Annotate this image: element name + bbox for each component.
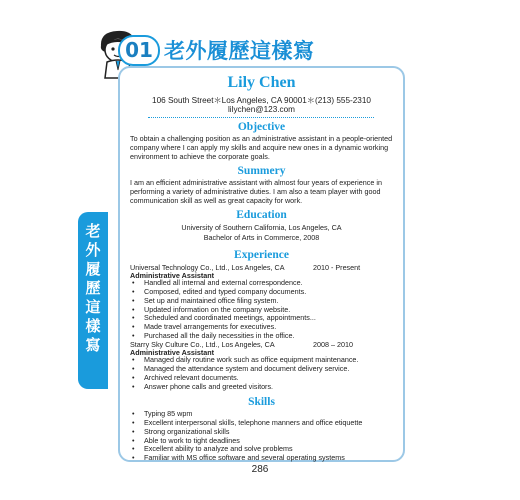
job-dates: 2008 – 2010 (313, 340, 353, 349)
side-tab-char: 樣 (85, 317, 101, 335)
list-item: • Set up and maintained office filing system. (130, 297, 396, 306)
list-item: • Answer phone calls and greeted visitors. (130, 383, 396, 392)
list-item: • Composed, edited and typed company documents. (130, 288, 396, 297)
education-school: University of Southern California, Los Angeles, CA (181, 223, 342, 232)
contact-address: 106 South Street＊Los Angeles, CA 90001＊(213) 555-2310 (152, 96, 371, 105)
list-item: • Typing 85 wpm (130, 410, 396, 419)
job-duties-list (130, 356, 396, 391)
objective-text: To obtain a challenging position as an administrative assistant in a people-oriented company where I can apply my skills and acquire new ones in a dynamic working environment to achieve the corporate goals. (130, 134, 393, 161)
side-chapter-tab (78, 212, 108, 389)
list-item: • Excellent interpersonal skills, telephone manners and office etiquette (130, 419, 396, 428)
side-tab-char: 外 (85, 241, 101, 259)
job-position: Administrative Assistant (130, 348, 215, 357)
resume-name: Lily Chen (227, 74, 296, 91)
list-item: • Scheduled and coordinated meetings, appointments... (130, 314, 396, 323)
list-item: • Managed daily routine work such as office equipment maintenance. (130, 356, 396, 365)
summary-heading: Summery (237, 165, 286, 177)
chapter-number-badge: 01 (118, 35, 160, 66)
contact-email: lilychen@123.com (227, 105, 296, 114)
side-tab-char: 履 (85, 260, 101, 278)
header-divider (148, 117, 374, 118)
skills-list (130, 410, 396, 463)
job-dates: 2010 - Present (313, 263, 361, 272)
objective-heading: Objective (237, 121, 286, 133)
list-item: • Purchased all the daily necessities in the office. (130, 332, 396, 341)
page-number: 286 (251, 464, 269, 475)
side-tab-char: 歷 (85, 279, 101, 297)
list-item: • Managed the attendance system and document delivery service. (130, 365, 396, 374)
side-tab-label (78, 222, 108, 355)
job-company: Starry Sky Culture Co., Ltd., Los Angeles, CA (130, 340, 275, 349)
list-item: • Made travel arrangements for executives. (130, 323, 396, 332)
list-item: • Familiar with MS office software and several operating systems (130, 454, 396, 463)
list-item: • Excellent ability to analyze and solve problems (130, 445, 396, 454)
list-item: • Handled all internal and external correspondence. (130, 279, 396, 288)
job-duties-list (130, 279, 396, 341)
list-item: • Strong organizational skills (130, 428, 396, 437)
side-tab-char: 寫 (85, 336, 101, 354)
education-degree: Bachelor of Arts in Commerce, 2008 (203, 233, 320, 242)
chapter-title: 老外履歷這樣寫 (164, 39, 315, 63)
job-position: Administrative Assistant (130, 271, 215, 280)
education-heading: Education (236, 209, 287, 221)
side-tab-char: 老 (85, 222, 101, 240)
side-tab-char: 這 (85, 298, 101, 316)
list-item: • Archived relevant documents. (130, 374, 396, 383)
summary-text: I am an efficient administrative assistant with almost four years of experience in performing a variety of administrative duties. I am also a team player with good communication skill as well as great capacity for work. (130, 178, 382, 205)
experience-heading: Experience (234, 249, 289, 261)
skills-heading: Skills (248, 396, 275, 408)
list-item: • Updated information on the company website. (130, 306, 396, 315)
resume-card (118, 66, 405, 462)
job-company: Universal Technology Co., Ltd., Los Angeles, CA (130, 263, 285, 272)
list-item: • Able to work to tight deadlines (130, 437, 396, 446)
